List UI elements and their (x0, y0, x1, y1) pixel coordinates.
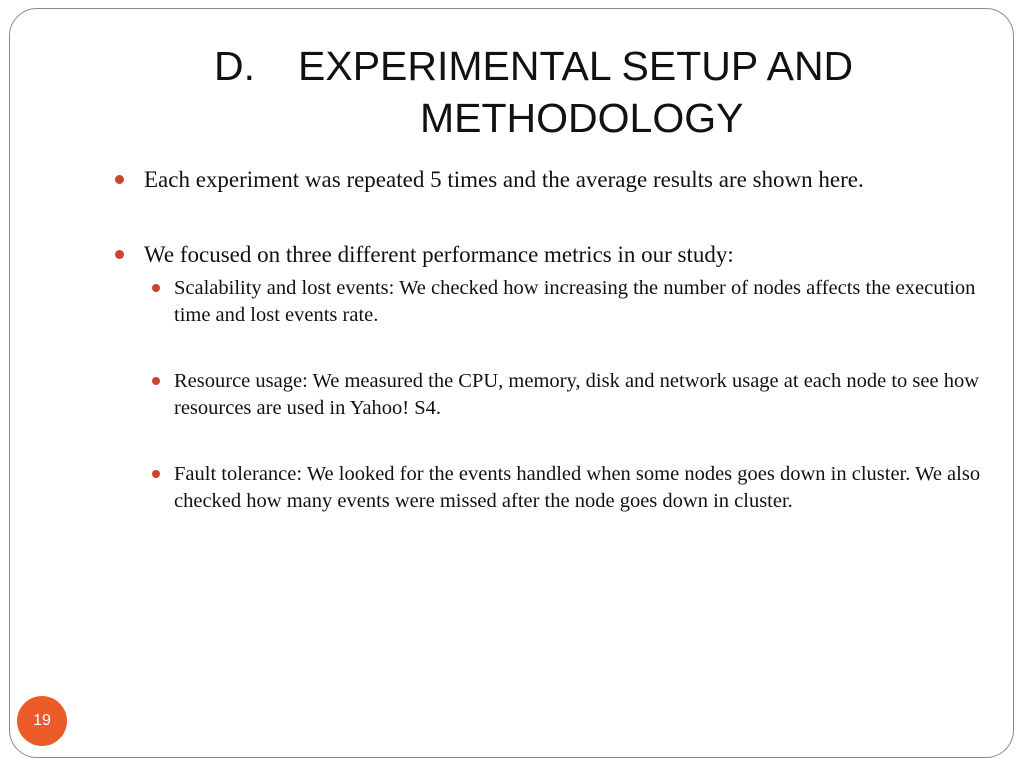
page-number-badge: 19 (17, 696, 67, 746)
bullet-text: We focused on three different performance metrics in our study: (144, 242, 734, 267)
bullet-dot-icon (115, 175, 124, 184)
bullet-text: Each experiment was repeated 5 times and the average results are shown here. (144, 167, 864, 192)
title-text-line-2: METHODOLOGY (420, 95, 744, 141)
slide-content (110, 165, 990, 515)
sub-bullet-text: Fault tolerance: We looked for the events handled when some nodes goes down in cluster. We also checked how many events were missed after the node goes down in cluster. (174, 463, 981, 512)
sub-bullet-item-resource-usage (144, 368, 990, 422)
slide-title (150, 40, 910, 144)
sub-bullet-list (144, 275, 990, 515)
sub-bullet-dot-icon (152, 377, 160, 385)
title-text-line-1: EXPERIMENTAL SETUP AND (298, 43, 854, 89)
sub-bullet-item-scalability (144, 275, 990, 329)
sub-bullet-item-fault-tolerance (144, 461, 990, 515)
sub-bullet-text: Scalability and lost events: We checked how increasing the number of nodes affects the execution time and lost events rate. (174, 277, 976, 326)
sub-bullet-dot-icon (152, 470, 160, 478)
sub-bullet-dot-icon (152, 284, 160, 292)
title-section-number: D. (214, 43, 255, 89)
title-line-1 (150, 40, 910, 92)
bullet-item-2 (110, 240, 990, 515)
bullet-item-1 (110, 165, 990, 194)
sub-bullet-text: Resource usage: We measured the CPU, memory, disk and network usage at each node to see how resources are used in Yahoo! S4. (174, 370, 980, 419)
bullet-dot-icon (115, 250, 124, 259)
